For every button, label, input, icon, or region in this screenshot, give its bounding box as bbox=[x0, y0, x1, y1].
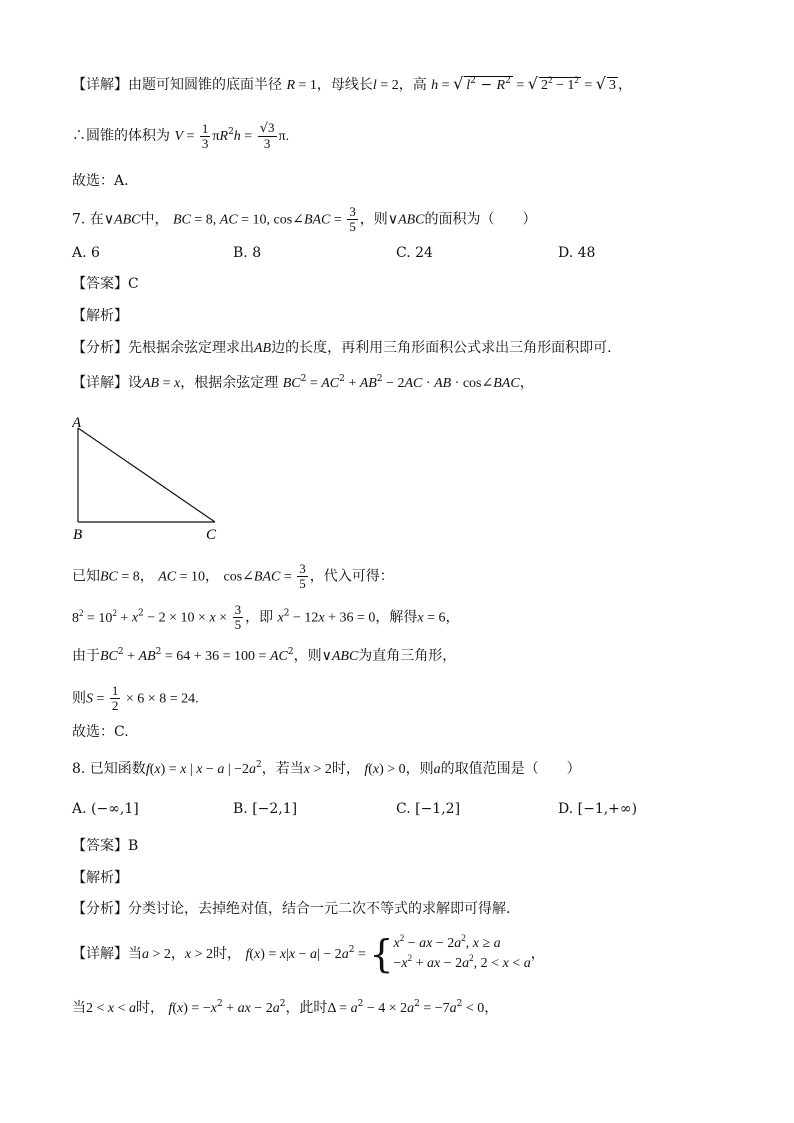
q8-option-c: C. [−1,2] bbox=[396, 801, 461, 817]
choice-line: 故选：A. bbox=[72, 173, 129, 189]
triangle-figure bbox=[72, 414, 232, 542]
question-7-stem: 7. 在∨ABC中， BC = 8, AC = 10, cos∠BAC = $\frac{3}{5}$ ，则∨ABC的面积为（ ） bbox=[72, 204, 537, 234]
cone-detail-line: 【详解】由题可知圆锥的底面半径 R = 1，母线长l = 2，高 h = √ $l^2 - R^2$ = √ $2^2 - 1^2$ = √ 3 ， bbox=[72, 74, 632, 93]
side-ac bbox=[78, 428, 215, 522]
q8-analysis-tag: 【解析】 bbox=[72, 870, 128, 886]
vertex-b-label: B bbox=[73, 527, 83, 542]
q7-option-a: A. 6 bbox=[72, 245, 100, 261]
vertex-c-label: C bbox=[206, 527, 217, 542]
q7-choice: 故选：C. bbox=[72, 724, 129, 740]
q7-option-c: C. 24 bbox=[396, 245, 433, 261]
q7-area: 则S = $\frac{1}{2}$ × 6 × 8 = 24. bbox=[72, 683, 199, 713]
q7-fenxi: 【分析】先根据余弦定理求出AB边的长度，再利用三角形面积公式求出三角形面积即可. bbox=[72, 340, 612, 356]
q7-option-b: B. 8 bbox=[233, 245, 262, 261]
q7-answer: 【答案】C bbox=[72, 276, 139, 292]
q8-option-b: B. [−2,1] bbox=[233, 801, 298, 817]
q8-detail: 【详解】当a > 2，x > 2时， $f(x) = x|x - a| - 2a^2$ = { $x^2$ − ax − $2a^2$, x ≥ a $-x^2$ + ax − $2a^2$, 2 < x < a ， bbox=[72, 932, 545, 976]
cone-volume-line: ∴圆锥的体积为 V = $\frac{1}{3}$ $\pi R^2h$ = $\frac{√3}{3}$ π. bbox=[72, 120, 290, 151]
vertex-a-label: A bbox=[72, 415, 82, 431]
q8-answer: 【答案】B bbox=[72, 838, 139, 854]
q8-option-d: D. [−1,+∞) bbox=[558, 801, 638, 817]
q7-analysis-tag: 【解析】 bbox=[72, 308, 128, 324]
question-8-stem: 8. 已知函数f(x) = x | x − a | $-2a^2$，若当x > 2时， f(x) > 0，则a的取值范围是（ ） bbox=[72, 760, 581, 777]
q7-option-d: D. 48 bbox=[558, 245, 596, 261]
detail-tag: 【详解】 bbox=[72, 77, 128, 93]
q8-case-line: 当2 < x < a时， $f(x) = -x^2$ + ax − $2a^2$，此时$\Delta = a^2 - 4 \times 2a^2 = -7a^2 < 0$， bbox=[72, 999, 499, 1016]
q8-option-a: A. (−∞,1] bbox=[72, 801, 139, 817]
q7-known: 已知BC = 8， AC = 10， cos∠BAC = $\frac{3}{5}$ ，代入可得： bbox=[72, 561, 394, 591]
q7-equation: $8^2 = 10^2 + x^2 - 2 \times 10 \times x$ × $\frac{3}{5}$ ，即 $x^2 - 12x + 36 = 0$，解得x = 6， bbox=[72, 602, 460, 632]
q8-fenxi: 【分析】分类讨论，去掉绝对值，结合一元二次不等式的求解即可得解. bbox=[72, 901, 511, 917]
q7-right-triangle: 由于$BC^2 + AB^2 = 64 + 36 = 100 = AC^2$，则∨ABC为直角三角形， bbox=[72, 647, 457, 664]
q7-detail: 【详解】设AB = x，根据余弦定理 $BC^2 = AC^2 + AB^2 - 2AC$ · AB · cos∠BAC， bbox=[72, 374, 534, 391]
